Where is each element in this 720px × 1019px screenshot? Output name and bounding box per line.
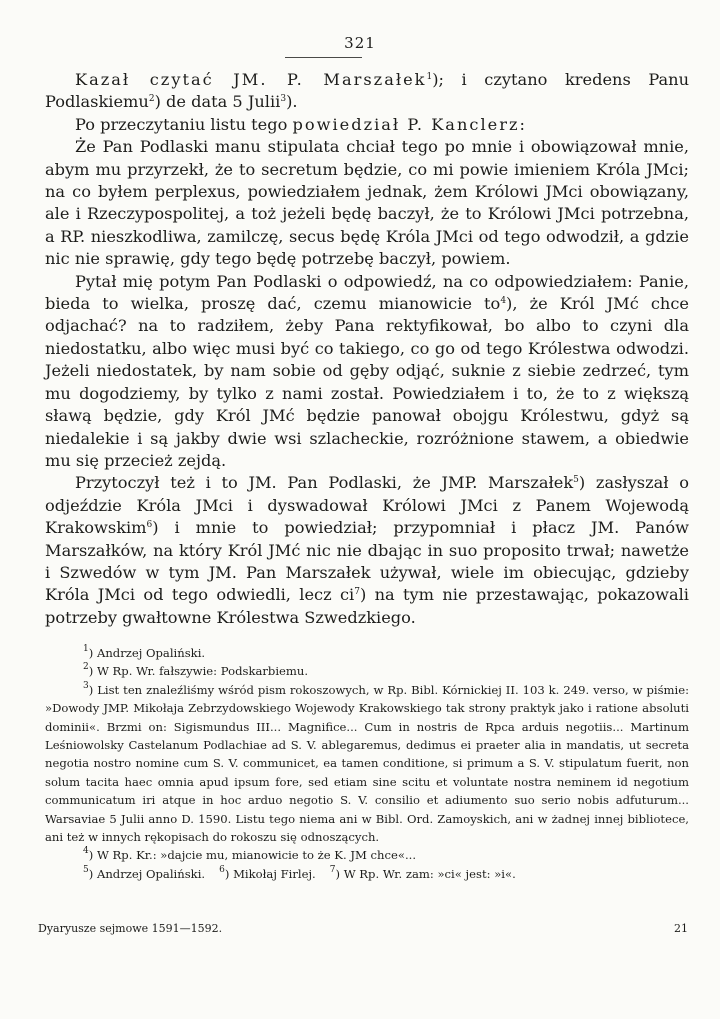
footnote-number: 4	[83, 846, 89, 857]
paragraph-text: :	[519, 114, 525, 134]
footnote-number: 3	[83, 680, 89, 691]
footnote-text: W Rp. Wr. fałszywie: Podskarbiemu.	[96, 664, 309, 679]
footnote: $^5$) Andrzej Opaliński.	[83, 864, 206, 881]
footer-signature: 21	[674, 922, 688, 935]
spaced-text: powiedział P. Kanclerz	[292, 114, 520, 134]
footnote-text: W Rp. Kr.: »dajcie mu, mianowicie to że K. JM chce«...	[96, 848, 417, 863]
footnote-ref: 4	[500, 296, 507, 307]
footnote-text: Andrzej Opaliński.	[96, 866, 206, 881]
footnote-ref: 6	[146, 520, 153, 531]
footnote-ref: 2	[148, 94, 155, 105]
spaced-text: Kazał czytać JM. P. Marszałek	[75, 70, 427, 89]
footnote: $^7$) W Rp. Wr. zam: »ci« jest: »i«.	[329, 864, 516, 881]
footnotes	[45, 644, 689, 883]
main-text	[45, 69, 689, 629]
footnote-text: W Rp. Wr. zam: »ci« jest: »i«.	[343, 866, 516, 881]
paragraph-text: ) na tym nie przestawając, pokazowali potrzeby gwałtowne Królestwa Szwedzkiego.	[45, 585, 689, 627]
footnote-row	[45, 865, 689, 883]
footnote-ref: 5	[573, 475, 579, 486]
page-number-rule	[285, 57, 362, 58]
paragraph-text: Przytoczył też i to JM. Pan Podlaski, że JMP. Marszałek	[75, 473, 574, 493]
footnote-text: Andrzej Opaliński.	[96, 646, 206, 660]
footnote-number: 6	[219, 864, 225, 875]
paragraph-text: ).	[286, 92, 298, 112]
paragraph-text: ), że Król JMć chce odjachać? na to radziłem, żeby Pana rektyfikował, bo albo to czyni dla niedostatku, albo więc musi być co takiego, co go od tego Królestwa odwodzi. Jeżeli niedostatek, by nam sobie od gęby odjąć, suknie z siebie zedrzeć, tym mu dogodziemy, by tylko z nami został. Powiedziałem i to, że to z większą sławą będzie, gdy Król JMć będzie panował obojgu Królestwu, gdyż są niedalekie i są jakby dwie wsi szlacheckie, rozróżnione stawem, a obiedwie mu się przecież zejdą.	[45, 294, 689, 470]
paragraph: Że Pan Podlaski manu stipulata chciał tego po mnie i obowiązował mnie, abym mu przyrzekł, że to secretum będzie, co mi powie imieniem Króla JMci; na co byłem perplexus, powiedziałem jednak, żem Królowi JMci obowiązany, ale i Rzeczypospolitej, a toż jeżeli będę baczył, że to Królowi JMci potrzebna, a RP. nieszkodliwa, zamilczę, secus będę Króla JMci od tego odwodził, a gdzie nic nie sprawię, gdy tego będę potrzebę baczył, powiem.	[45, 137, 689, 269]
paragraph-text: ) zasłyszał o odjeździe Króla JMci i dyswadował Królowi JMci z Panem Wojewodą Krakowskim	[45, 473, 690, 538]
page-footer	[38, 922, 688, 935]
paragraph	[45, 114, 689, 136]
footnote-number: 7	[329, 864, 336, 875]
footnote: $^2$) W Rp. Wr. fałszywie: Podskarbiemu.	[83, 662, 309, 679]
paragraph	[45, 472, 689, 629]
footnote-number: 2	[83, 662, 89, 673]
paragraph-text: Po przeczytaniu listu tego	[75, 114, 293, 134]
footnote: $^4$) W Rp. Kr.: »dajcie mu, mianowicie to że K. JM chce«...	[83, 846, 417, 863]
paragraph	[45, 271, 689, 473]
footnote-text: Mikołaj Firlej.	[233, 866, 316, 881]
paragraph	[45, 69, 689, 114]
footnote: $^1$) Andrzej Opaliński.	[83, 644, 206, 660]
footnote-ref: 7	[354, 587, 360, 598]
footer-title: Dyaryusze sejmowe 1591—1592.	[38, 922, 223, 935]
footnote: $^6$) Mikołaj Firlej.	[219, 864, 316, 881]
footnote-text: List ten znaleźliśmy wśród pism rokoszowych, w Rp. Bibl. Kórnickiej II. 103 k. 249. verso, w piśmie: »Dowody JMP. Mikołaja Zebrzydowskiego Wojewody Krakowskiego tak strony praktyk jako i ratione absoluti dominii«. Brzmi on: Sigismundus III... Magnifice... Cum in nostris de Rpca arduis negotiis... Martinum Leśniowolsky Castelanum Podlachiae ad S. V. ablegaremus, dedimus ei praeter alia in mandatis, ut secreta negotia nostro nomine cum S. V. communicet, ea tamen conditione, si primum a S. V. stipulatum fuerit, non solum tacita haec omnia apud ipsum fore, sed etiam sine scitu et voluntate nostra neminem id negotium communicatum iri atque in hoc arduo negotio S. V. consilio et adiumento suo serio nobis adfuturum... Warsaviae 5 Julii anno D. 1590. Listu tego niema ani w Bibl. Ord. Zamoyskich, ani w żadnej innej bibliotece, ani też w innych rękopisach do rokoszu się odnoszących.	[45, 682, 689, 845]
footnote-ref: 1	[426, 72, 433, 82]
paragraph-text: Pytał mię potym Pan Podlaski o odpowiedź, na co odpowiedziałem: Panie, bieda to wielka, proszę dać, czemu mianowicie to	[45, 271, 689, 314]
page-number: 321	[344, 34, 376, 52]
paragraph-text: ) i mnie to powiedział; przypomniał i płacz JM. Panów Marszałków, na który Król JMć nic nie dbając in suo proposito trwał; nawetże i Szwedów w tym JM. Pan Marszałek używał, wiele im obiecując, gdzieby Króla JMci od tego odwiedli, lecz ci	[45, 518, 689, 605]
paragraph-text: ); i czytano kredens Panu Podlaskiemu	[45, 70, 689, 112]
footnote-number: 5	[83, 864, 89, 875]
footnote-ref: 3	[280, 94, 287, 105]
paragraph-text: ) de data 5 Julii	[154, 92, 281, 112]
footnote: $^3$) List ten znaleźliśmy wśród pism rokoszowych, w Rp. Bibl. Kórnickiej II. 103 k. 249. verso, w piśmie: »Dowody JMP. Mikołaja Zebrzydowskiego Wojewody Krakowskiego tak strony praktyk jako i ratione absoluti dominii«. Brzmi on: Sigismundus III... Magnifice... Cum in nostris de Rpca arduis negotiis... Martinum Leśniowolsky Castelanum Podlachiae ad S. V. ablegaremus, dedimus ei praeter alia in mandatis, ut secreta negotia nostro nomine cum S. V. communicet, ea tamen conditione, si primum a S. V. stipulatum fuerit, non solum tacita haec omnia apud ipsum fore, sed etiam sine scitu et voluntate nostra neminem id negotium communicatum iri atque in hoc arduo negotio S. V. consilio et adiumento suo serio nobis adfuturum... Warsaviae 5 Julii anno D. 1590. Listu tego niema ani w Bibl. Ord. Zamoyskich, ani w żadnej innej bibliotece, ani też w innych rękopisach do rokoszu się odnoszących.	[45, 680, 689, 845]
footnote-number: 1	[83, 644, 89, 654]
